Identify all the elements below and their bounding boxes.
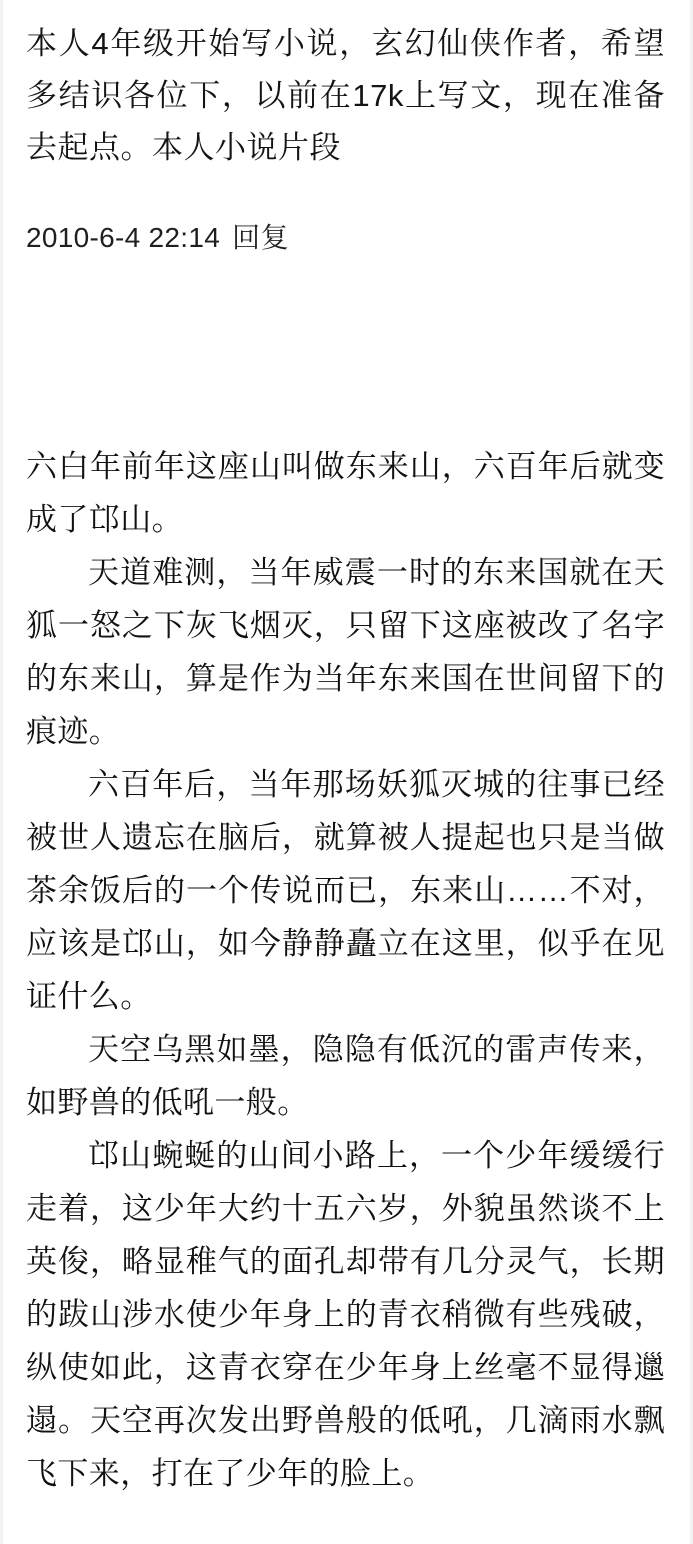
post-timestamp: 2010-6-4 22:14 xyxy=(26,222,221,253)
content-spacer xyxy=(24,260,669,440)
excerpt-paragraph: 天空乌黑如墨，隐隐有低沉的雷声传来，如野兽的低吼一般。 xyxy=(26,1032,665,1120)
post-meta xyxy=(24,216,669,260)
novel-excerpt xyxy=(24,440,669,1500)
excerpt-paragraph: 邙山蜿蜒的山间小路上，一个少年缓缓行走着，这少年大约十五六岁，外貌虽然谈不上英俊，略显稚气的面孔却带有几分灵气，长期的跋山涉水使少年身上的青衣稍微有些残破，纵使如此，这青衣穿在少年身上丝毫不显得邋遢。天空再次发出野兽般的低吼，几滴雨水飘飞下来，打在了少年的脸上。 xyxy=(26,1138,665,1491)
excerpt-paragraph: 六白年前年这座山叫做东来山，六百年后就变成了邙山。 xyxy=(26,449,665,537)
excerpt-paragraph: 六百年后，当年那场妖狐灭城的往事已经被世人遗忘在脑后，就算被人提起也只是当做茶余饭后的一个传说而已，东来山……不对，应该是邙山，如今静静矗立在这里，似乎在见证什么。 xyxy=(26,767,665,1014)
excerpt-paragraph: 天道难测，当年威震一时的东来国就在天狐一怒之下灰飞烟灭，只留下这座被改了名字的东来山，算是作为当年东来国在世间留下的痕迹。 xyxy=(26,555,665,749)
post-intro-text: 本人4年级开始写小说，玄幻仙侠作者，希望多结识各位下，以前在17k上写文，现在准备去起点。本人小说片段 xyxy=(26,26,665,165)
reply-link[interactable]: 回复 xyxy=(232,222,290,253)
left-edge-strip xyxy=(0,0,3,1544)
